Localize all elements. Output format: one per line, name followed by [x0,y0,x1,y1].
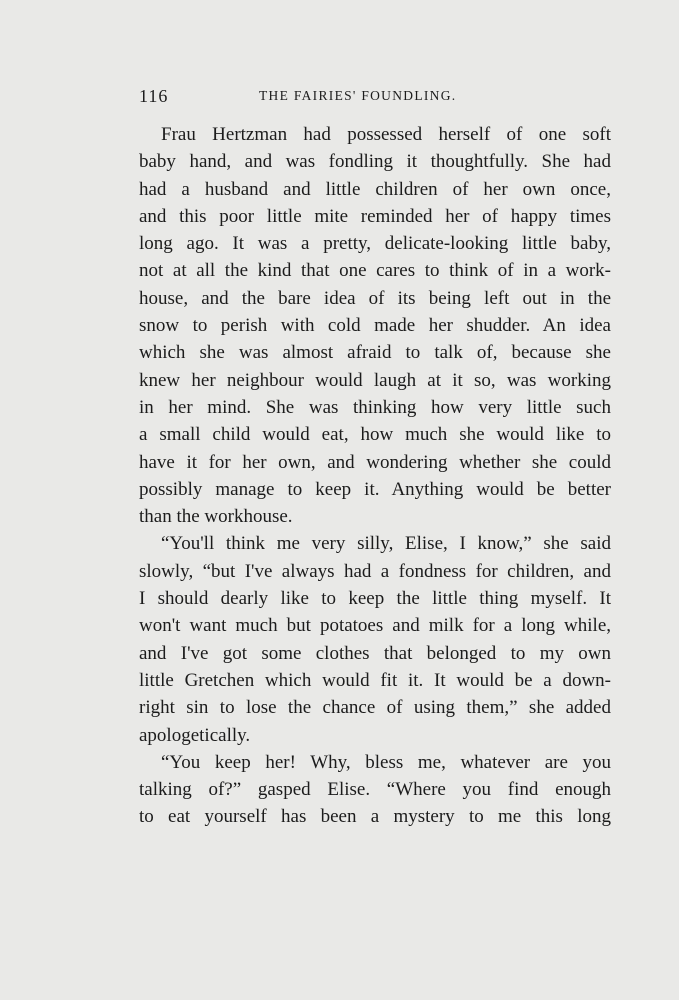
text-line: in her mind. She was thinking how very little such [139,396,611,418]
text-line: I should dearly like to keep the little thing myself. It [139,588,611,610]
text-line: right sin to lose the chance of using them,” she added [139,697,611,719]
page-number: 116 [139,86,169,106]
text-line: than the workhouse. [139,506,293,528]
text-line: had a husband and little children of her own once, [139,178,611,200]
text-line: Frau Hertzman had possessed herself of one soft [161,124,611,145]
text-line: slowly, “but I've always had a fondness for children, and [139,560,611,582]
text-line: little Gretchen which would fit it. It would be a down- [139,669,611,691]
text-line: a small child would eat, how much she would like to [139,424,611,446]
text-line: not at all the kind that one cares to think of in a work- [139,260,611,282]
text-line: house, and the bare idea of its being left out in the [139,287,611,309]
body-text [139,121,611,831]
text-line: won't want much but potatoes and milk for a long while, [139,615,611,637]
text-line: “You keep her! Why, bless me, whatever are you [161,751,611,773]
text-line: baby hand, and was fondling it thoughtfully. She had [139,151,611,173]
running-head: THE FAIRIES' FOUNDLING. [259,88,457,103]
text-line: which she was almost afraid to talk of, because she [139,342,611,364]
text-line: snow to perish with cold made her shudder. An idea [139,315,611,337]
text-line: talking of?” gasped Elise. “Where you find enough [139,779,611,801]
text-line: to eat yourself has been a mystery to me this long [139,806,611,828]
text-line: “You'll think me very silly, Elise, I know,” she said [161,533,611,555]
text-line: long ago. It was a pretty, delicate-looking little baby, [139,233,611,255]
text-line: possibly manage to keep it. Anything would be better [139,478,611,500]
text-line: and this poor little mite reminded her of happy times [139,205,611,227]
text-line: knew her neighbour would laugh at it so, was working [139,369,611,391]
text-line: have it for her own, and wondering whether she could [139,451,611,473]
text-line: apologetically. [139,724,251,746]
page-header [139,86,611,110]
text-line: and I've got some clothes that belonged to my own [139,642,611,664]
